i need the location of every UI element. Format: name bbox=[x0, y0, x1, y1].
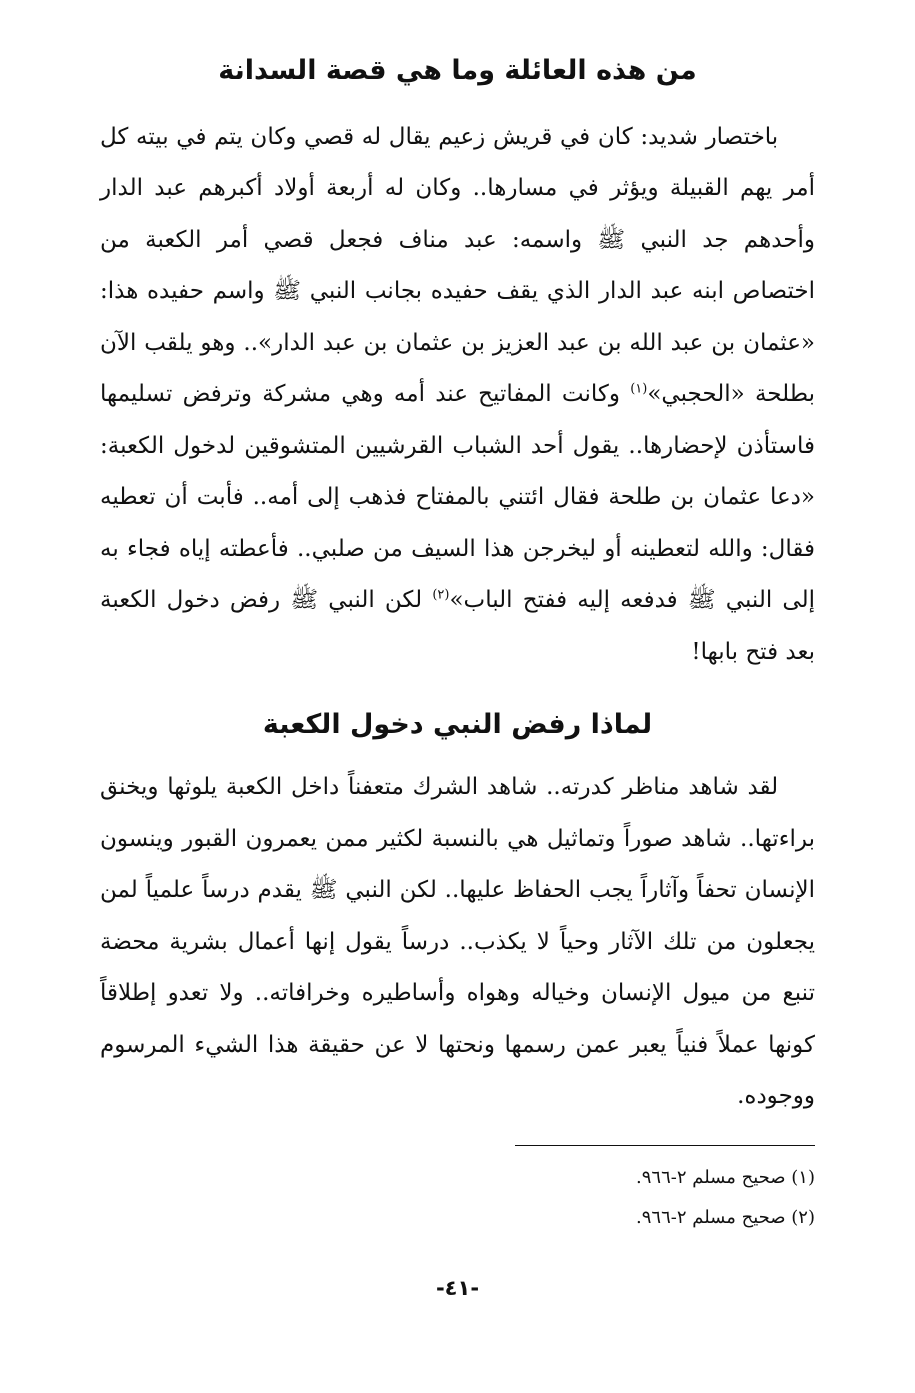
paragraph-refusal: لقد شاهد مناظر كدرته.. شاهد الشرك متعفناً داخل الكعبة يلوثها ويخنق براءتها.. شاهد صوراً وتماثيل هي بالنسبة لكثير ممن يعمرون القبور وينسون الإنسان تحفاً وآثاراً يجب الحفاظ عليها.. لكن النبي ﷺ يقدم درساً علمياً لمن يجعلون من تلك الآثار وحياً لا يكذب.. درساً يقول إنها أعمال بشرية محضة تنبع من ميول الإنسان وخياله وهواه وأساطيره وخرافاته.. ولا تعدو إطلاقاً كونها عملاً فنياً يعبر عمن رسمها ونحتها لا عن حقيقة هذا الشيء المرسوم ووجوده. bbox=[100, 774, 815, 1110]
footnote-ref-2: (٢) bbox=[432, 587, 450, 603]
section-title-refusal: لماذا رفض النبي دخول الكعبة bbox=[262, 709, 653, 741]
paragraph-text: باختصار شديد: كان في قريش زعيم يقال له قصي وكان يتم في بيته كل أمر يهم القبيلة ويؤثر في مسارها.. وكان له أربعة أولاد أكبرهم عبد الدار وأحدهم جد النبي ﷺ واسمه: عبد مناف فجعل قصي أمر الكعبة من اختصاص ابنه عبد الدار الذي يقف حفيده بجانب النبي ﷺ واسم حفيده هذا: «عثمان بن عبد الله بن عبد العزيز بن عثمان بن عبد الدار».. وهو يلقب الآن بطلحة «الحجبي» bbox=[100, 123, 816, 408]
footnote-ref-1: (١) bbox=[630, 381, 648, 397]
paragraph-text: وكانت المفاتيح عند أمه وهي مشركة وترفض تسليمها فاستأذن لإحضارها.. يقول أحد الشباب القرشيين المتشوقين لدخول الكعبة: «دعا عثمان بن طلحة فقال ائتني بالمفتاح فذهب إلى أمه.. فأبت أن تعطيه فقال: والله لتعطينه أو ليخرجن هذا السيف من صلبي.. فأعطته إياه فجاء به إلى النبي ﷺ فدفعه إليه ففتح الباب» bbox=[100, 381, 815, 614]
footnote-divider bbox=[515, 1145, 815, 1146]
footnote-1: (١) صحيح مسلم ٢-٩٦٦. bbox=[636, 1166, 815, 1188]
footnote-2: (٢) صحيح مسلم ٢-٩٦٦. bbox=[636, 1206, 815, 1228]
page-content bbox=[100, 40, 815, 1238]
section-title-custodianship: من هذه العائلة وما هي قصة السدانة bbox=[218, 55, 697, 86]
page-number: -٤١- bbox=[435, 1276, 480, 1300]
paragraph-text: لكن النبي ﷺ رفض دخول الكعبة بعد فتح بابها! bbox=[100, 587, 815, 665]
paragraph-custodianship bbox=[100, 112, 815, 679]
